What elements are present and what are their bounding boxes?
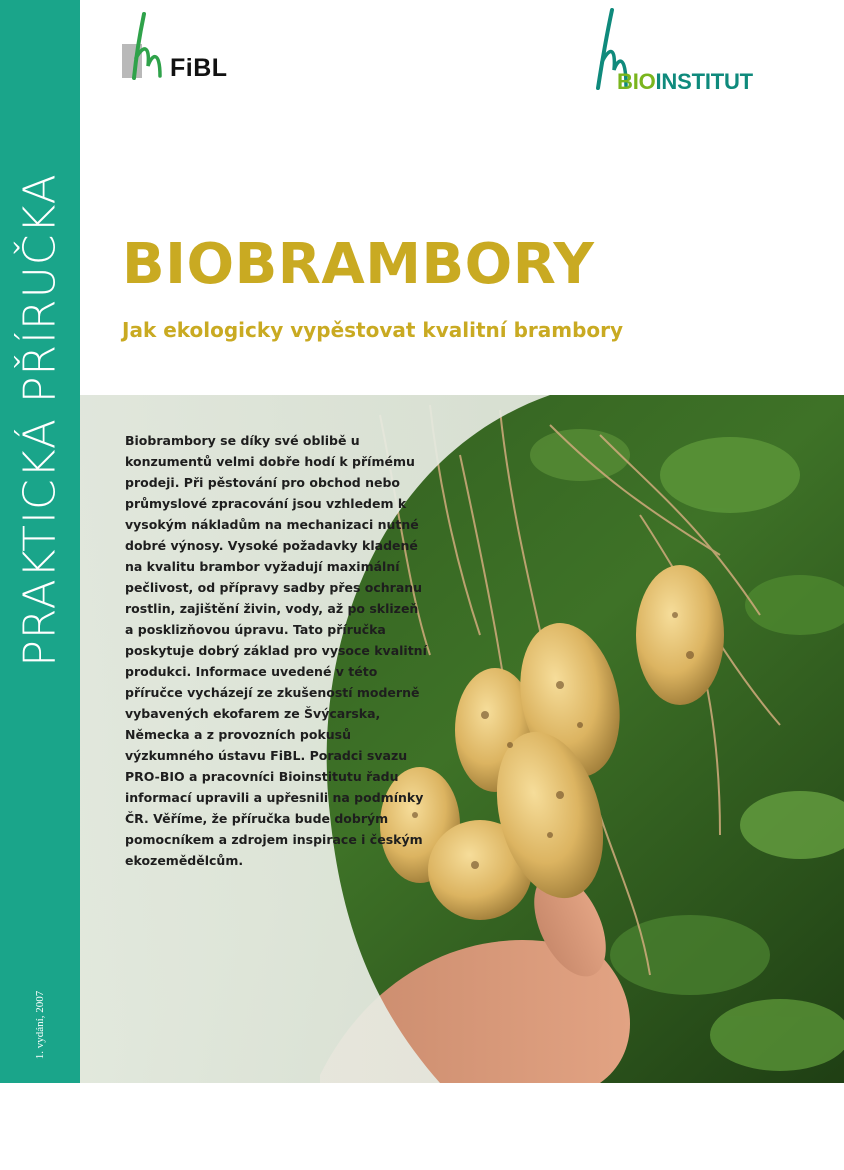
fibl-logo xyxy=(122,10,252,82)
fibl-mark-icon xyxy=(122,10,170,82)
intro-paragraph: Biobrambory se díky své oblibě u konzumentů velmi dobře hodí k přímému prodeji. Při pěstování pro obchod nebo průmyslové zpracování jsou vzhledem k vysokým nákladům na mechanizaci nutné dobré výnosy. Vysoké požadavky kladené na kvalitu brambor vyžadují maximální pečlivost, od přípravy sadby přes ochranu rostlin, zajištění živin, vody, až po sklizeň a posklizňovou úpravu. Tato příručka poskytuje dobrý základ pro vysoce kvalitní produkci. Informace uvedené v této příručce vycházejí ze zkušeností moderně vybavených ekofarem ze Švýcarska, Německa a z provozních pokusů výzkumného ústavu FiBL. Poradci svazu PRO-BIO a pracovníci Bioinstitutu řadu informací upravili a upřesnili na podmínky ČR. Věříme, že příručka bude dobrým pomocníkem a zdrojem inspirace i českým ekozemědělcům. xyxy=(125,433,427,868)
cover-subtitle: Jak ekologicky vypěstovat kvalitní brambory xyxy=(122,318,624,342)
edition-label: 1. vydání, 2007 xyxy=(34,990,46,1060)
fibl-wordmark: FiBL xyxy=(170,54,228,82)
bioinstitut-logo xyxy=(590,8,800,94)
series-title: PRAKTICKÁ PŘÍRUČKA xyxy=(14,173,66,667)
bioinstitut-wordmark xyxy=(617,69,753,95)
bioinstitut-prefix: BIO xyxy=(617,69,656,94)
bioinstitut-rest: INSTITUT xyxy=(655,69,753,94)
sidebar-band xyxy=(0,0,80,1083)
cover-title: BIOBRAMBORY xyxy=(122,232,595,297)
